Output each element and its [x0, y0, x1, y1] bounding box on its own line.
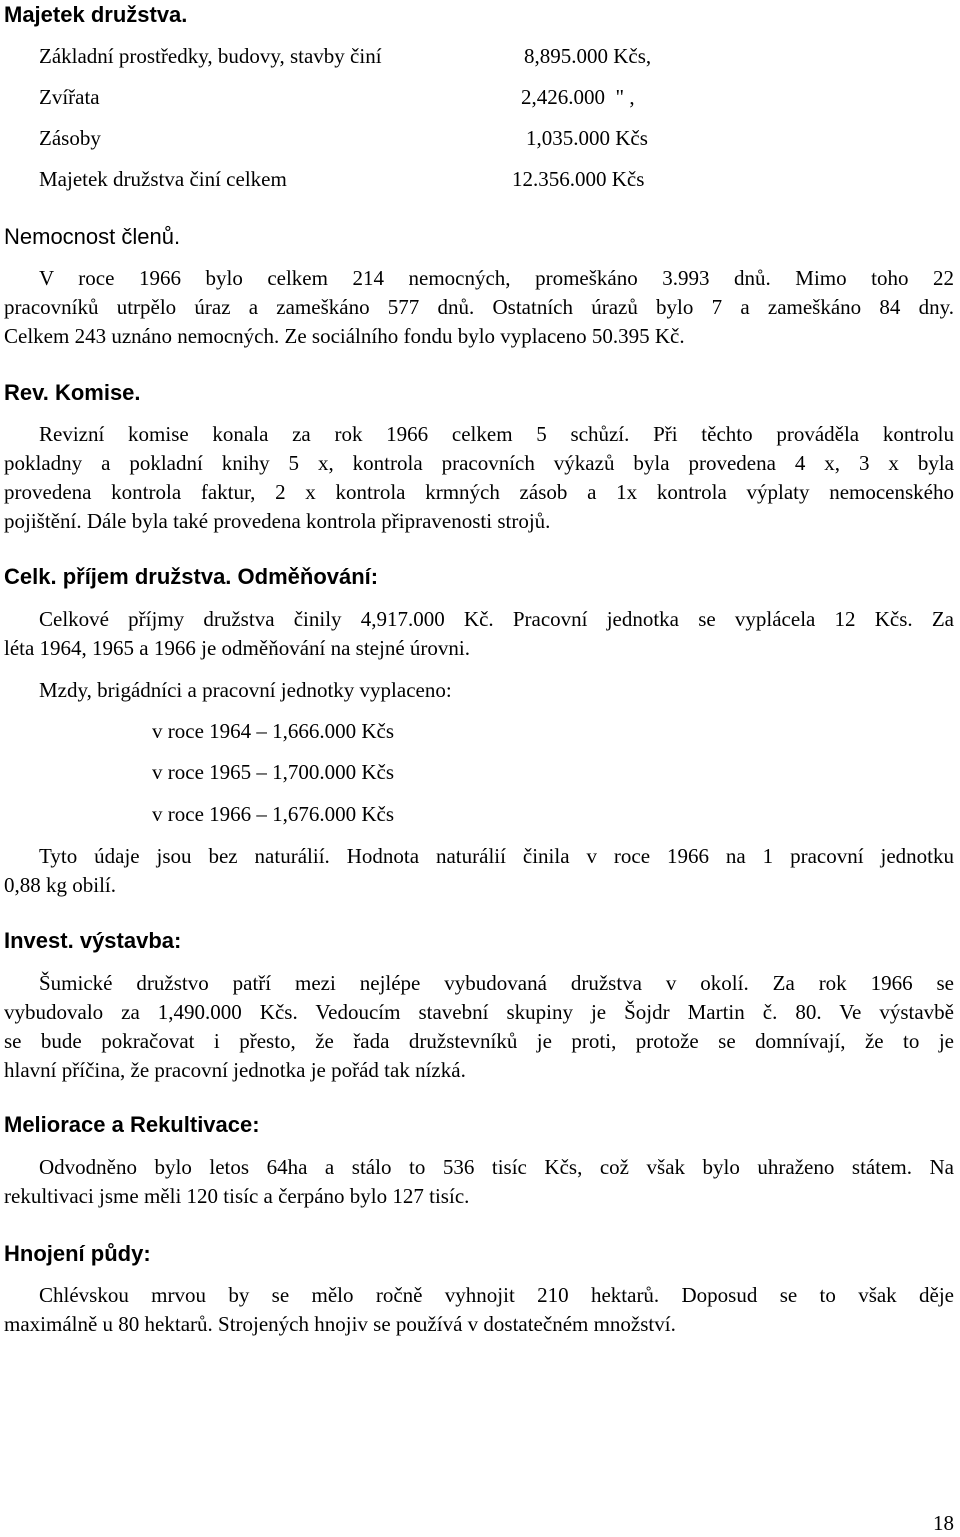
heading-invest	[4, 928, 181, 954]
heading-hnojeni: Hnojení půdy:	[4, 1241, 151, 1266]
heading-meliorace: Meliorace a Rekultivace:	[4, 1112, 260, 1137]
heading-prijem-b: Odměňování:	[237, 564, 379, 589]
revize-line-1: pokladny a pokladní knihy 5 x, kontrola pracovních výkazů byla provedena 4 x, 3 x byla	[4, 451, 954, 475]
revize-line-0: Revizní komise konala za rok 1966 celkem 5 schůzí. Při těchto prováděla kontrolu	[39, 422, 954, 446]
majetek-value-0: 8,895.000 Kčs,	[524, 44, 652, 68]
invest-line-1: vybudovalo za 1,490.000 Kčs. Vedoucím stavební skupiny je Šojdr Martin č. 80. Ve výstavbě	[4, 1000, 954, 1024]
nemocnost-line-1: pracovníků utrpělo úraz a zameškáno 577 dnů. Ostatních úrazů bylo 7 a zameškáno 84 dny.	[4, 295, 954, 319]
majetek-value-1: 2,426.000 " ,	[521, 85, 635, 109]
meliorace-line-0: Odvodněno bylo letos 64ha a stálo to 536 tisíc Kčs, což však bylo uhraženo státem. Na	[39, 1155, 954, 1179]
prijem-line-1: léta 1964, 1965 a 1966 je odměňování na stejné úrovni.	[4, 636, 470, 660]
prijem-line-0: Celkové příjmy družstva činily 4,917.000 Kč. Pracovní jednotka se vyplácela 12 Kčs. Za	[39, 607, 954, 631]
heading-invest-b: výstavba:	[79, 928, 182, 953]
nemocnost-line-2: Celkem 243 uznáno nemocných. Ze sociálního fondu bylo vyplaceno 50.395 Kč.	[4, 324, 685, 348]
heading-majetek: Majetek družstva.	[4, 2, 188, 27]
mzdy-intro: Mzdy, brigádníci a pracovní jednotky vyplaceno:	[39, 678, 452, 702]
majetek-label-0: Základní prostředky, budovy, stavby činí	[39, 44, 382, 68]
heading-prijem	[4, 564, 378, 590]
heading-nemocnost: Nemocnost členů.	[4, 224, 181, 249]
heading-invest-a: Invest.	[4, 928, 74, 953]
naturalie-line-1: 0,88 kg obilí.	[4, 873, 117, 897]
mzdy-1964: v roce 1964 – 1,666.000 Kčs	[152, 719, 395, 743]
page-number: 18	[933, 1511, 954, 1535]
revize-line-2: provedena kontrola faktur, 2 x kontrola krmných zásob a 1x kontrola výplaty nemocenského	[4, 480, 954, 504]
heading-revize: Rev. Komise.	[4, 380, 141, 405]
revize-line-3: pojištění. Dále byla také provedena kontrola připravenosti strojů.	[4, 509, 551, 533]
nemocnost-line-0: V roce 1966 bylo celkem 214 nemocných, promeškáno 3.993 dnů. Mimo toho 22	[39, 266, 954, 290]
majetek-value-3: 12.356.000 Kčs	[512, 167, 645, 191]
hnojeni-line-0: Chlévskou mrvou by se mělo ročně vyhnojit 210 hektarů. Doposud se to však děje	[39, 1283, 954, 1307]
majetek-label-2: Zásoby	[39, 126, 101, 150]
invest-line-2: se bude pokračovat i přesto, že řada družstevníků je proti, protože se domnívají, že to je	[4, 1029, 954, 1053]
invest-line-0: Šumické družstvo patří mezi nejlépe vybudovaná družstva v okolí. Za rok 1966 se	[39, 971, 954, 995]
mzdy-1965: v roce 1965 – 1,700.000 Kčs	[152, 760, 395, 784]
mzdy-1966: v roce 1966 – 1,676.000 Kčs	[152, 802, 395, 826]
hnojeni-line-1: maximálně u 80 hektarů. Strojených hnojiv se používá v dostatečném množství.	[4, 1312, 676, 1336]
heading-prijem-a: Celk. příjem družstva.	[4, 564, 232, 589]
invest-line-3: hlavní příčina, že pracovní jednotka je pořád tak nízká.	[4, 1058, 466, 1082]
naturalie-line-0: Tyto údaje jsou bez naturálií. Hodnota naturálií činila v roce 1966 na 1 pracovní jednotku	[39, 844, 954, 868]
majetek-value-2: 1,035.000 Kčs	[526, 126, 648, 150]
meliorace-line-1: rekultivaci jsme měli 120 tisíc a čerpáno bylo 127 tisíc.	[4, 1184, 470, 1208]
majetek-label-1: Zvířata	[39, 85, 100, 109]
majetek-label-3: Majetek družstva činí celkem	[39, 167, 287, 191]
